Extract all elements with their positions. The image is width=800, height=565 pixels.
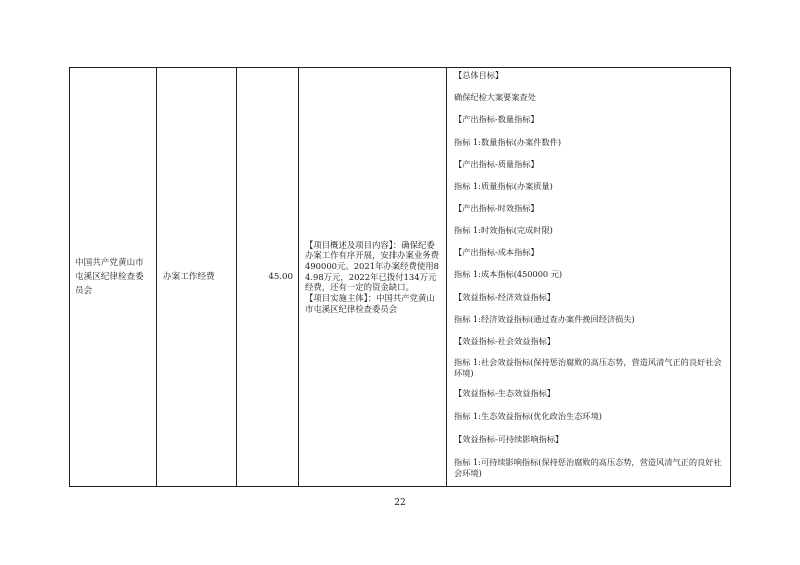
project-name: 办案工作经费 <box>163 272 215 282</box>
goal-item: 指标 1:经济效益指标(通过查办案件挽回经济损失) <box>454 314 635 324</box>
amount-value: 45.00 <box>268 272 293 282</box>
project-name-cell <box>157 68 236 486</box>
performance-goals-cell <box>447 68 730 486</box>
goal-item: 指标 1:成本指标(450000 元) <box>454 269 563 279</box>
budget-table <box>69 67 731 487</box>
goal-item: 确保纪检大案要案查处 <box>454 92 536 102</box>
goal-heading: 【产出指标-时效指标】 <box>454 203 539 213</box>
page-number: 22 <box>394 498 406 508</box>
unit-name: 中国共产党黄山市屯溪区纪律检查委员会 <box>75 258 144 296</box>
goal-item: 指标 1:可持续影响指标(保持惩治腐败的高压态势，营造风清气正的良好社会环境) <box>454 457 722 478</box>
goal-heading: 【效益指标-经济效益指标】 <box>454 292 556 302</box>
goal-heading: 【效益指标-可持续影响指标】 <box>454 434 564 444</box>
goal-item: 指标 1:数量指标(办案件数件) <box>454 137 562 147</box>
goal-item: 指标 1:质量指标(办案质量) <box>454 181 553 191</box>
goal-heading: 【产出指标-成本指标】 <box>454 247 539 257</box>
description-cell <box>299 68 446 486</box>
goal-heading: 【效益指标-社会效益指标】 <box>454 336 556 346</box>
goal-item: 指标 1:时效指标(完成时限) <box>454 225 553 235</box>
goal-heading: 【产出指标-数量指标】 <box>454 114 539 124</box>
goal-heading: 【总体目标】 <box>454 70 504 80</box>
goal-heading: 【效益指标-生态效益指标】 <box>454 388 556 398</box>
goal-heading: 【产出指标-质量指标】 <box>454 159 539 169</box>
project-overview: 【项目概述及项目内容】：确保纪委办案工作有序开展，安排办案业务费490000元。2021年办案经费使用84.98万元，2022年已拨付134万元经费，还有一定的资金缺口。 <box>305 239 439 293</box>
amount-cell <box>237 68 298 486</box>
goal-item: 指标 1:生态效益指标(优化政治生态环境) <box>454 411 602 421</box>
goal-item: 指标 1:社会效益指标(保持惩治腐败的高压态势，营造风清气正的良好社会环境) <box>454 357 722 378</box>
unit-cell <box>70 68 156 486</box>
project-implementer: 【项目实施主体】：中国共产党黄山市屯溪区纪律检查委员会 <box>305 293 435 314</box>
